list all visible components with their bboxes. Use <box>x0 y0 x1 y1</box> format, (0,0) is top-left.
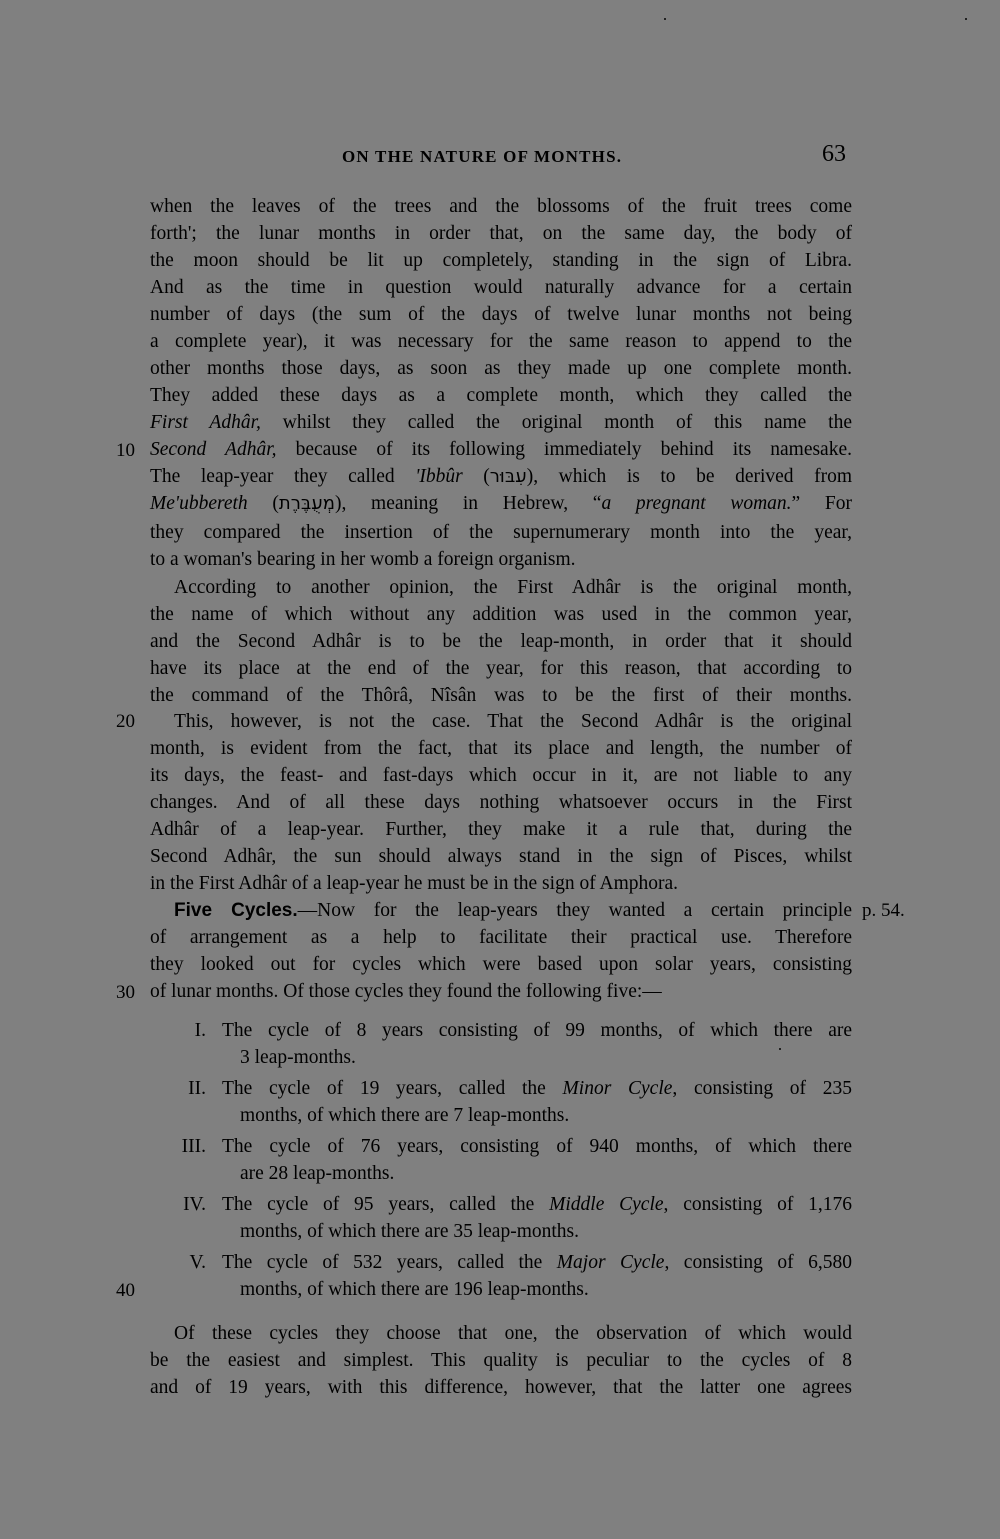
text-line: its days, the feast- and fast-days which occur in it, are not liable to any <box>150 765 852 786</box>
running-title: ON THE NATURE OF MONTHS. <box>342 147 623 166</box>
page-header <box>0 141 1000 171</box>
text-line <box>150 898 852 924</box>
italic-term: Middle Cycle <box>549 1194 664 1215</box>
text-line: Me'ubbereth (מְעֻבֶּרֶת), meaning in Hebrew, “a pregnant woman.” For <box>150 493 852 514</box>
text-run: The leap-year they called <box>150 466 416 487</box>
hebrew-word: מְעֻבֶּרֶת <box>278 493 335 514</box>
italic-term: Second Adhâr, <box>150 439 277 460</box>
italic-term: First Adhâr, <box>150 412 261 433</box>
text-line: the moon should be lit up completely, standing in the sign of Libra. <box>150 250 852 271</box>
text-line: According to another opinion, the First Adhâr is the original month, <box>174 577 852 598</box>
roman-numeral: IV. <box>183 1194 206 1215</box>
text-line: changes. And of all these days nothing whatsoever occurs in the First <box>150 792 852 813</box>
text-line: forth'; the lunar months in order that, on the same day, the body of <box>150 223 852 244</box>
text-line: of lunar months. Of those cycles they found the following five:— <box>150 981 662 1002</box>
roman-numeral: III. <box>181 1136 206 1157</box>
text-line: The cycle of 8 years consisting of 99 months, of which there are <box>222 1020 852 1041</box>
text-line: be the easiest and simplest. This quality is peculiar to the cycles of 8 <box>150 1350 852 1371</box>
text-line: The leap-year they called 'Ibbûr (עִבּוּר), which is to be derived from <box>150 466 852 487</box>
text-line: have its place at the end of the year, for this reason, that according to <box>150 658 852 679</box>
text-line: the command of the Thôrâ, Nîsân was to be the first of their months. <box>150 685 852 706</box>
text-run: because of its following immediately behind its namesake. <box>276 439 852 460</box>
text-line: and the Second Adhâr is to be the leap-month, in order that it should <box>150 631 852 652</box>
roman-numeral: V. <box>189 1252 206 1273</box>
text-line: are 28 leap-months. <box>240 1163 395 1184</box>
text-line: in the First Adhâr of a leap-year he must be in the sign of Amphora. <box>150 873 679 894</box>
scan-speck <box>779 1048 781 1050</box>
line-number: 40 <box>116 1280 135 1301</box>
scan-speck <box>664 18 666 20</box>
scan-speck <box>965 18 967 20</box>
line-number: 10 <box>116 440 135 461</box>
text-line: months, of which there are 35 leap-months. <box>240 1221 579 1242</box>
text-line: This, however, is not the case. That the Second Adhâr is the original <box>174 711 852 732</box>
text-line: they compared the insertion of the supernumerary month into the year, <box>150 522 852 543</box>
text-line: number of days (the sum of the days of twelve lunar months not being <box>150 304 852 325</box>
hebrew-word: עִבּוּר <box>489 466 527 487</box>
italic-term: a pregnant woman. <box>601 493 792 514</box>
text-line <box>222 1192 852 1218</box>
text-line: months, of which there are 7 leap-months. <box>240 1105 570 1126</box>
text-line: the name of which without any addition was used in the common year, <box>150 604 852 625</box>
margin-page-reference: p. 54. <box>862 900 905 921</box>
text-line <box>222 1076 852 1102</box>
line-number: 20 <box>116 711 135 732</box>
text-line: Of these cycles they choose that one, the observation of which would <box>174 1323 852 1344</box>
text-line: And as the time in question would naturally advance for a certain <box>150 277 852 298</box>
text-line: months, of which there are 196 leap-months. <box>240 1279 589 1300</box>
text-run: , which is to be derived from <box>533 466 852 487</box>
text-line: month, is evident from the fact, that its place and length, the number of <box>150 738 852 759</box>
roman-numeral: II. <box>188 1078 206 1099</box>
text-run: whilst they called the original month of this name the <box>260 412 852 433</box>
section-heading: Five Cycles. <box>174 900 298 921</box>
text-line <box>150 437 852 463</box>
text-line: other months those days, as soon as they made up one complete month. <box>150 358 852 379</box>
text-run: , consisting of 6,580 <box>664 1252 852 1273</box>
text-line: and of 19 years, with this difference, however, that the latter one agrees <box>150 1377 852 1398</box>
page-number: 63 <box>822 141 846 167</box>
roman-numeral: I. <box>194 1020 206 1041</box>
text-line: a complete year), it was necessary for the same reason to append to the <box>150 331 852 352</box>
italic-term: Me'ubbereth <box>150 493 248 514</box>
text-run: , consisting of 235 <box>672 1078 852 1099</box>
text-line: Adhâr of a leap-year. Further, they make it a rule that, during the <box>150 819 852 840</box>
text-line: to a woman's bearing in her womb a foreign organism. <box>150 549 576 570</box>
text-line: They added these days as a complete month, which they called the <box>150 385 852 406</box>
text-line <box>222 1250 852 1276</box>
text-line: when the leaves of the trees and the blossoms of the fruit trees come <box>150 196 852 217</box>
text-run: , meaning in Hebrew, “ <box>341 493 602 514</box>
text-line: of arrangement as a help to facilitate their practical use. Therefore <box>150 927 852 948</box>
text-run: The cycle of 95 years, called the <box>222 1194 550 1215</box>
text-line <box>150 410 852 436</box>
text-run: ” For <box>791 493 852 514</box>
text-run: The cycle of 532 years, called the <box>222 1252 557 1273</box>
text-line: The cycle of 76 years, consisting of 940 months, of which there <box>222 1136 852 1157</box>
text-run: —Now for the leap-years they wanted a certain principle <box>297 900 852 921</box>
text-line: 3 leap-months. <box>240 1047 356 1068</box>
italic-term: Minor Cycle <box>562 1078 673 1099</box>
text-run: The cycle of 19 years, called the <box>222 1078 563 1099</box>
text-line: Second Adhâr, the sun should always stand in the sign of Pisces, whilst <box>150 846 852 867</box>
italic-term: Major Cycle <box>556 1252 665 1273</box>
text-line: they looked out for cycles which were based upon solar years, consisting <box>150 954 852 975</box>
text-run: , consisting of 1,176 <box>663 1194 852 1215</box>
line-number: 30 <box>116 982 135 1003</box>
italic-term: 'Ibbûr <box>415 466 463 487</box>
